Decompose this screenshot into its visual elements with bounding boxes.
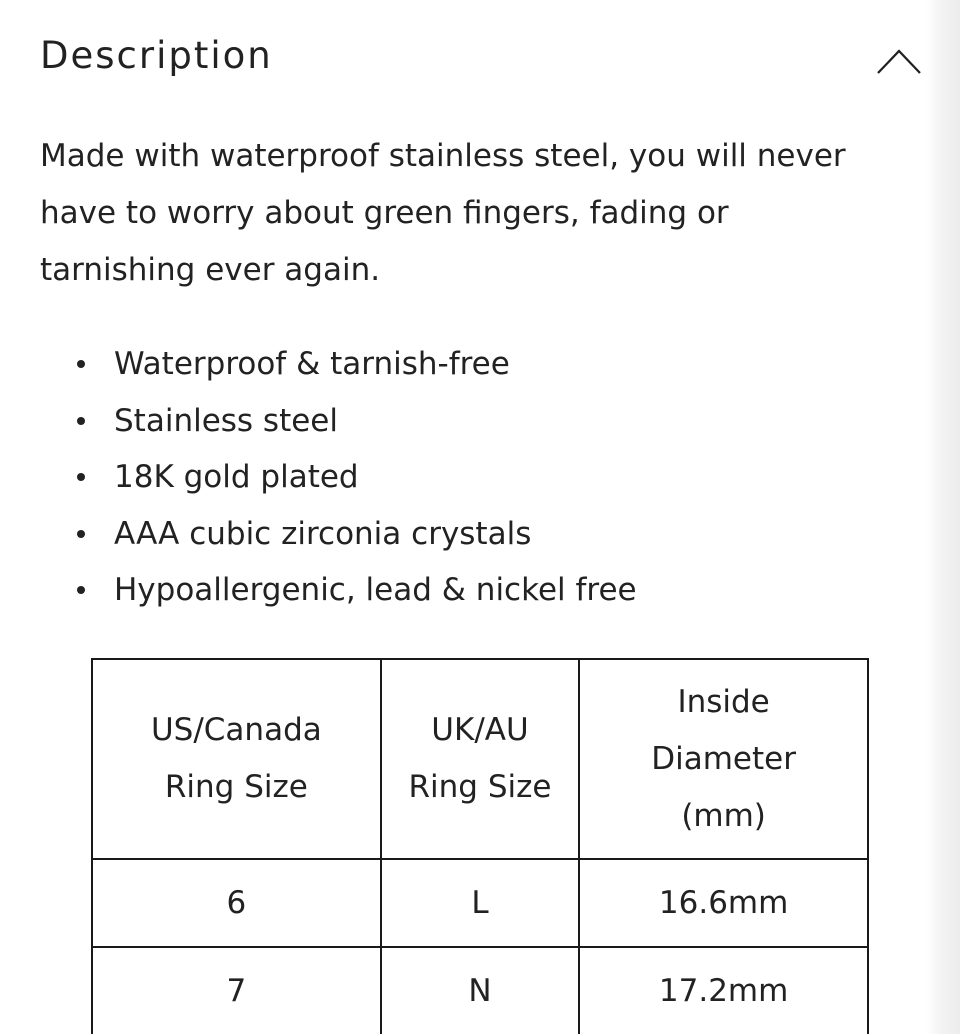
header-us-canada-ring-size: US/Canada Ring Size [92, 659, 381, 859]
list-item: Hypoallergenic, lead & nickel free [114, 562, 637, 619]
table-cell: 7 [92, 947, 381, 1034]
table-cell: 17.2mm [579, 947, 868, 1034]
list-item: AAA cubic zirconia crystals [114, 506, 637, 563]
table-cell: 16.6mm [579, 859, 868, 947]
table-row [92, 947, 868, 1034]
description-accordion-header[interactable] [40, 28, 926, 88]
table-row [92, 859, 868, 947]
header-uk-au-ring-size: UK/AU Ring Size [381, 659, 580, 859]
table-cell: 6 [92, 859, 381, 947]
scroll-edge-shadow [926, 0, 960, 1034]
feature-list [114, 336, 637, 619]
section-title: Description [40, 34, 273, 77]
ring-size-table [91, 658, 869, 1034]
description-text: Made with waterproof stainless steel, you will never have to worry about green fingers, fading or tarnishing ever again. [40, 138, 846, 288]
table-cell: L [381, 859, 580, 947]
list-item: 18K gold plated [114, 449, 637, 506]
list-item: Stainless steel [114, 393, 637, 450]
table-header-row [92, 659, 868, 859]
list-item: Waterproof & tarnish-free [114, 336, 637, 393]
chevron-up-icon[interactable] [876, 46, 922, 76]
table-cell: N [381, 947, 580, 1034]
header-inside-diameter: Inside Diameter (mm) [579, 659, 868, 859]
